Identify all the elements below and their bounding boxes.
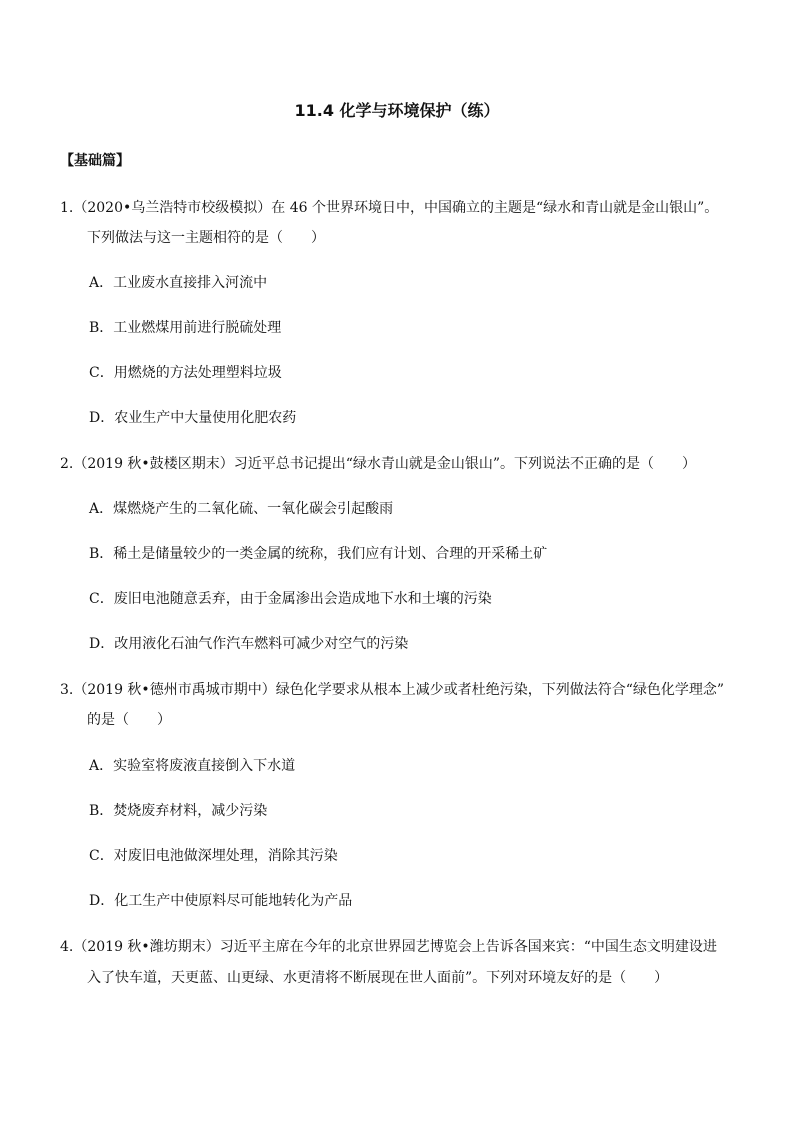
question-4-stem: 4.（2019 秋•潍坊期末）习近平主席在今年的北京世界园艺博览会上告诉各国来宾：“中国生态文明建设进: [60, 939, 717, 955]
question-3-option-d: D．化工生产中使原料尽可能地转化为产品: [89, 893, 353, 909]
question-3-stem-cont: 的是（ ）: [87, 712, 171, 728]
page-title: 11.4 化学与环境保护（练）: [294, 101, 500, 120]
question-2-option-b: B．稀土是储量较少的一类金属的统称，我们应有计划、合理的开采稀土矿: [89, 546, 548, 562]
question-2-option-a: A．煤燃烧产生的二氧化硫、一氧化碳会引起酸雨: [89, 501, 394, 517]
question-4-stem-cont: 入了快车道，天更蓝、山更绿、水更清将不断展现在世人面前”。下列对环境友好的是（ ）: [87, 970, 669, 986]
question-1-option-a: A．工业废水直接排入河流中: [89, 275, 268, 291]
question-1-option-d: D．农业生产中大量使用化肥农药: [89, 410, 297, 426]
question-2-stem: 2.（2019 秋•鼓楼区期末）习近平总书记提出“绿水青山就是金山银山”。下列说法不正确的是（ ）: [60, 456, 697, 472]
question-3-stem: 3.（2019 秋•德州市禹城市期中）绿色化学要求从根本上减少或者杜绝污染，下列做法符合“绿色化学理念”: [60, 682, 725, 698]
question-1-stem: 1.（2020•乌兰浩特市校级模拟）在 46 个世界环境日中，中国确立的主题是“绿水和青山就是金山银山”。: [60, 200, 719, 216]
question-3-option-b: B．焚烧废弃材料，减少污染: [89, 803, 268, 819]
question-3-option-a: A．实验室将废液直接倒入下水道: [89, 758, 296, 774]
question-1-option-b: B．工业燃煤用前进行脱硫处理: [89, 320, 282, 336]
section-heading: 【基础篇】: [60, 153, 130, 169]
question-1-option-c: C．用燃烧的方法处理塑料垃圾: [89, 365, 282, 381]
question-1-stem-cont: 下列做法与这一主题相符的是（ ）: [87, 230, 325, 246]
question-3-option-c: C．对废旧电池做深埋处理，消除其污染: [89, 848, 338, 864]
question-2-option-c: C．废旧电池随意丢弃，由于金属渗出会造成地下水和土壤的污染: [89, 591, 492, 607]
question-2-option-d: D．改用液化石油气作汽车燃料可减少对空气的污染: [89, 636, 409, 652]
